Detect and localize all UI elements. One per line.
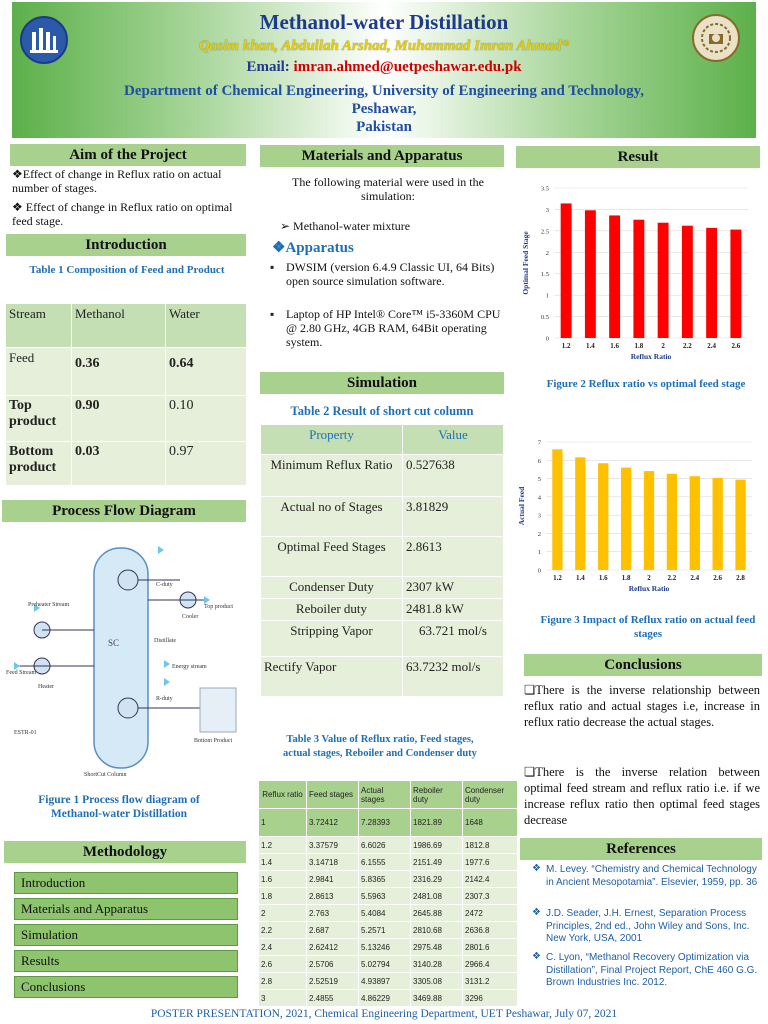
table-cell: 2810.68 xyxy=(411,922,463,939)
aim-item-1: ❖Effect of change in Reflux ratio on actual number of stages. xyxy=(12,167,222,195)
table-cell: 2645.88 xyxy=(411,905,463,922)
table-cell: 2142.4 xyxy=(463,871,518,888)
table-cell: 3.14718 xyxy=(307,854,359,871)
table-cell: 2151.49 xyxy=(411,854,463,871)
table-cell: 2.5706 xyxy=(307,956,359,973)
ref-bullet-icon: ❖ xyxy=(532,951,541,962)
y-axis-label: Optimal Feed Stage xyxy=(521,231,530,295)
pfd-estr-label: ESTR-01 xyxy=(14,730,37,736)
table-cell: 2801.6 xyxy=(463,939,518,956)
table-cell: 5.02794 xyxy=(359,956,411,973)
aim-item-2: ❖ Effect of change in Reflux ratio on optimal feed stage. xyxy=(12,200,233,228)
bar xyxy=(621,468,631,570)
bar xyxy=(585,210,596,338)
t2-condenser: Condenser Duty xyxy=(261,577,403,599)
table-cell: 2472 xyxy=(463,905,518,922)
table-row xyxy=(259,905,518,922)
footer: POSTER PRESENTATION, 2021, Chemical Engineering Department, UET Peshawar, July 07, 2021 xyxy=(150,1008,618,1020)
methodology-item-conclusions[interactable]: Conclusions xyxy=(14,976,238,998)
x-tick-label: 2.2 xyxy=(683,342,692,350)
t2-reboiler-value: 2481.8 kW xyxy=(403,599,504,621)
y-tick-label: 2 xyxy=(545,249,549,257)
t1-bottom-water: 0.97 xyxy=(166,442,247,486)
email-link[interactable]: imran.ahmed@uetpeshawar.edu.pk xyxy=(293,59,522,75)
bar xyxy=(575,457,585,570)
pfd-sc-label: SC xyxy=(108,638,120,648)
pfd-feed-label: Feed Stream xyxy=(6,670,37,676)
bar xyxy=(609,215,620,338)
x-tick-label: 2 xyxy=(647,574,651,582)
materials-item-1: ➢ Methanol-water mixture xyxy=(280,219,411,233)
dept-line-3: Pakistan xyxy=(356,119,412,135)
x-tick-label: 2.4 xyxy=(690,574,700,582)
t1-h-water: Water xyxy=(166,304,247,348)
t2-optimal-feed: Optimal Feed Stages xyxy=(261,537,403,577)
table-cell: 2.687 xyxy=(307,922,359,939)
t2-h-property: Property xyxy=(261,425,403,455)
table-cell: 2.6 xyxy=(259,956,307,973)
pfd-distillate-label: Distillate xyxy=(154,638,176,644)
y-tick-label: 2.5 xyxy=(540,228,549,236)
bar xyxy=(735,480,745,570)
pfd-preheater-label: Preheater Stream xyxy=(28,602,70,608)
table-cell: 2316.29 xyxy=(411,871,463,888)
pfd-heater-label: Heater xyxy=(38,684,54,690)
apparatus-heading: ❖Apparatus xyxy=(272,240,354,256)
y-tick-label: 6 xyxy=(537,457,541,465)
table-cell: 2307.3 xyxy=(463,888,518,905)
bar xyxy=(690,476,700,570)
table-row xyxy=(259,922,518,939)
ref-bullet-icon: ❖ xyxy=(532,863,541,874)
methodology-item-results[interactable]: Results xyxy=(14,950,238,972)
table-cell: 3131.2 xyxy=(463,973,518,990)
y-tick-label: 3 xyxy=(545,206,549,214)
table-cell: 1.4 xyxy=(259,854,307,871)
y-tick-label: 1 xyxy=(537,549,541,557)
table-cell: 1.2 xyxy=(259,837,307,854)
pfd-title: Process Flow Diagram xyxy=(2,500,246,522)
t1-h-methanol: Methanol xyxy=(72,304,166,348)
table3-caption: Table 3 Value of Reflux ratio, Feed stages, actual stages, Reboiler and Condenser duty xyxy=(283,734,477,759)
x-tick-label: 1.6 xyxy=(610,342,619,350)
x-axis-label: Reflux Ratio xyxy=(630,352,672,361)
chart-reflux-vs-optimal-feed xyxy=(516,178,760,368)
t3-h-feed: Feed stages xyxy=(307,781,359,809)
table-row xyxy=(259,939,518,956)
table-cell: 5.13246 xyxy=(359,939,411,956)
t2-reboiler: Reboiler duty xyxy=(261,599,403,621)
aim-title: Aim of the Project xyxy=(10,144,246,166)
table-row xyxy=(259,854,518,871)
t2-h-value: Value xyxy=(403,425,504,455)
x-tick-label: 2.6 xyxy=(731,342,741,350)
fig1-caption: Figure 1 Process flow diagram of Methanol-water Distillation xyxy=(38,794,200,820)
table-cell: 2.8 xyxy=(259,973,307,990)
t1-bottom-methanol: 0.03 xyxy=(72,442,166,486)
apparatus-item-1: DWSIM (version 6.4.9 Classic UI, 64 Bits) open source simulation software. xyxy=(286,260,495,288)
y-tick-label: 1 xyxy=(545,292,549,300)
bar xyxy=(658,223,669,338)
table-cell: 5.4084 xyxy=(359,905,411,922)
table-cell: 1 xyxy=(259,809,307,837)
table-cell: 2975.48 xyxy=(411,939,463,956)
department xyxy=(52,82,716,136)
x-axis-label: Reflux Ratio xyxy=(628,584,670,593)
fig3-caption: Figure 3 Impact of Reflux ratio on actual feed stages xyxy=(540,614,756,640)
apparatus-item-2: Laptop of HP Intel® Core™ i5-3360M CPU @ 2.80 GHz, 4GB RAM, 64Bit operating system. xyxy=(286,307,501,349)
x-tick-label: 2.4 xyxy=(707,342,716,350)
y-tick-label: 3.5 xyxy=(540,185,549,193)
pfd-energy-label: Energy stream xyxy=(172,664,207,670)
table-row xyxy=(259,973,518,990)
table1-composition xyxy=(5,303,247,486)
table-cell: 3469.88 xyxy=(411,990,463,1007)
table-cell: 3305.08 xyxy=(411,973,463,990)
y-tick-label: 3 xyxy=(537,512,541,520)
authors: Qasim khan, Abdullah Arshad, Muhammad Imran Ahmad* xyxy=(198,38,570,54)
reference-3: C. Lyon, “Methanol Recovery Optimization via Distillation”, Final Project Report, ChE 460 G.G. Brown Industries Inc. 2012. xyxy=(546,952,758,988)
y-axis-label: Actual Feed xyxy=(517,486,526,526)
bar xyxy=(552,449,562,570)
t2-condenser-value: 2307 kW xyxy=(403,577,504,599)
reference-1: M. Levey. “Chemistry and Chemical Technology in Ancient Mesopotamia”. Elsevier, 1959, pp. 36 xyxy=(546,864,758,888)
table-cell: 1812.8 xyxy=(463,837,518,854)
bar xyxy=(561,203,572,338)
table-row xyxy=(259,956,518,973)
process-flow-diagram xyxy=(4,528,248,788)
table-cell: 2.4 xyxy=(259,939,307,956)
poster-header xyxy=(12,2,756,138)
x-tick-label: 2.8 xyxy=(736,574,745,582)
table-cell: 2636.8 xyxy=(463,922,518,939)
table-cell: 3296 xyxy=(463,990,518,1007)
t3-h-condenser: Condenser duty xyxy=(463,781,518,809)
t2-rectify-value: 63.7232 mol/s xyxy=(403,657,504,697)
methodology-item-introduction[interactable]: Introduction xyxy=(14,872,238,894)
t2-min-reflux-value: 0.527638 xyxy=(403,455,504,497)
conclusion-1: ❏There is the inverse relationship between reflux ratio and actual stages i.e, increase in reflux ratio decrease the actual stages. xyxy=(524,683,760,729)
reference-2: J.D. Seader, J.H. Ernest, Separation Process Principles, 2nd ed., John Wiley and Sons, Inc. New York, USA, 2001 xyxy=(546,908,750,944)
table-cell: 1648 xyxy=(463,809,518,837)
table-cell: 1986.69 xyxy=(411,837,463,854)
chart-reflux-vs-actual-feed xyxy=(516,434,760,602)
references-title: References xyxy=(520,838,762,860)
table-cell: 6.1555 xyxy=(359,854,411,871)
table-row xyxy=(259,888,518,905)
conclusions-title: Conclusions xyxy=(524,654,762,676)
table1-caption: Table 1 Composition of Feed and Product xyxy=(29,264,225,276)
table-cell: 7.28393 xyxy=(359,809,411,837)
materials-title: Materials and Apparatus xyxy=(260,145,504,167)
table-cell: 1.8 xyxy=(259,888,307,905)
x-tick-label: 1.6 xyxy=(598,574,608,582)
pfd-cduty-label: C-duty xyxy=(156,582,173,588)
table-cell: 2.62412 xyxy=(307,939,359,956)
t3-h-reboiler: Reboiler duty xyxy=(411,781,463,809)
t3-h-reflux: Reflux ratio xyxy=(259,781,307,809)
y-tick-label: 7 xyxy=(537,439,541,447)
intro-title: Introduction xyxy=(6,234,246,256)
pfd-column-label: ShortCut Column xyxy=(84,772,127,778)
bottom-product-box xyxy=(200,688,236,732)
table3-body xyxy=(259,809,518,1007)
poster-title: Methanol-water Distillation xyxy=(259,10,509,34)
x-tick-label: 1.4 xyxy=(586,342,595,350)
pfd-top-label: Top product xyxy=(204,604,234,610)
table-row xyxy=(259,990,518,1007)
bar xyxy=(633,220,644,338)
table2-caption: Table 2 Result of short cut column xyxy=(290,404,474,418)
bullet-icon: ▪ xyxy=(270,307,275,321)
x-tick-label: 1.2 xyxy=(561,342,571,350)
t1-feed: Feed xyxy=(6,348,72,396)
table-cell: 1821.89 xyxy=(411,809,463,837)
table2-shortcut-results xyxy=(260,424,504,697)
t1-top-water: 0.10 xyxy=(166,396,247,442)
table-cell: 2.52519 xyxy=(307,973,359,990)
bullet-icon: ▪ xyxy=(270,260,275,274)
table-cell: 2.4855 xyxy=(307,990,359,1007)
bar xyxy=(730,230,741,338)
pfd-cooler-label: Cooler xyxy=(182,614,199,620)
methodology-item-simulation[interactable]: Simulation xyxy=(14,924,238,946)
table-cell: 1.6 xyxy=(259,871,307,888)
result-title: Result xyxy=(516,146,760,168)
y-tick-label: 2 xyxy=(537,530,541,538)
t2-optimal-feed-value: 2.8613 xyxy=(403,537,504,577)
methodology-item-materials[interactable]: Materials and Apparatus xyxy=(14,898,238,920)
x-tick-label: 1.4 xyxy=(575,574,585,582)
t1-feed-water: 0.64 xyxy=(166,348,247,396)
table3-reflux-values xyxy=(258,780,518,1007)
bar xyxy=(706,228,717,338)
condenser-icon xyxy=(118,570,138,590)
simulation-title: Simulation xyxy=(260,372,504,394)
table-cell: 5.5963 xyxy=(359,888,411,905)
y-tick-label: 5 xyxy=(537,476,541,484)
table-cell: 2.9841 xyxy=(307,871,359,888)
bar xyxy=(667,474,677,570)
t2-actual-stages: Actual no of Stages xyxy=(261,497,403,537)
bar xyxy=(598,463,608,570)
x-tick-label: 1.8 xyxy=(634,342,644,350)
table-cell: 5.2571 xyxy=(359,922,411,939)
t2-stripping-value: 63.721 mol/s xyxy=(403,621,504,657)
table-cell: 3 xyxy=(259,990,307,1007)
table-cell: 3.37579 xyxy=(307,837,359,854)
table-cell: 4.93897 xyxy=(359,973,411,990)
y-tick-label: 0.5 xyxy=(540,314,549,322)
t3-h-actual: Actual stages xyxy=(359,781,411,809)
ref-bullet-icon: ❖ xyxy=(532,907,541,918)
table-cell: 6.6026 xyxy=(359,837,411,854)
t2-stripping: Stripping Vapor xyxy=(261,621,403,657)
x-tick-label: 2 xyxy=(661,342,665,350)
y-tick-label: 1.5 xyxy=(540,271,549,279)
x-tick-label: 1.2 xyxy=(553,574,562,582)
bar xyxy=(644,471,654,570)
fig2-caption: Figure 2 Reflux ratio vs optimal feed stage xyxy=(546,378,746,390)
table-cell: 2.2 xyxy=(259,922,307,939)
t1-h-stream: Stream xyxy=(6,304,72,348)
y-tick-label: 0 xyxy=(545,335,549,343)
table-row xyxy=(259,809,518,837)
table-cell: 2966.4 xyxy=(463,956,518,973)
pfd-rduty-label: R-duty xyxy=(156,696,173,702)
table-cell: 4.86229 xyxy=(359,990,411,1007)
dept-line-1: Department of Chemical Engineering, University of Engineering and Technology, xyxy=(123,83,644,99)
reboiler-icon xyxy=(118,698,138,718)
table-row xyxy=(259,837,518,854)
pfd-bottom-label: Bottom Product xyxy=(194,738,233,744)
conclusion-2: ❏There is the inverse relation between optimal feed stream and reflux ratio i.e. if we increase reflux ratio then optimal feed stages decrease xyxy=(524,765,760,827)
email-line xyxy=(12,59,756,76)
table-cell: 2 xyxy=(259,905,307,922)
x-tick-label: 2.6 xyxy=(713,574,723,582)
t2-min-reflux: Minimum Reflux Ratio xyxy=(261,455,403,497)
t1-top: Top product xyxy=(6,396,72,442)
t1-feed-methanol: 0.36 xyxy=(72,348,166,396)
t1-top-methanol: 0.90 xyxy=(72,396,166,442)
t2-rectify: Rectify Vapor xyxy=(261,657,403,697)
x-tick-label: 2.2 xyxy=(667,574,677,582)
table-cell: 1977.6 xyxy=(463,854,518,871)
table-cell: 2.8613 xyxy=(307,888,359,905)
y-tick-label: 4 xyxy=(537,494,541,502)
table-cell: 2.763 xyxy=(307,905,359,922)
y-tick-label: 0 xyxy=(537,567,541,575)
t1-bottom: Bottom product xyxy=(6,442,72,486)
bar xyxy=(682,226,693,338)
table-cell: 3140.28 xyxy=(411,956,463,973)
dept-line-2: Peshawar, xyxy=(351,101,417,117)
table-row xyxy=(259,871,518,888)
table-cell: 5.8365 xyxy=(359,871,411,888)
email-label: Email: xyxy=(246,59,294,75)
bar xyxy=(713,478,723,570)
materials-intro: The following material were used in the simulation: xyxy=(292,175,484,203)
methodology-title: Methodology xyxy=(4,841,246,863)
t2-actual-stages-value: 3.81829 xyxy=(403,497,504,537)
table-cell: 3.72412 xyxy=(307,809,359,837)
x-tick-label: 1.8 xyxy=(621,574,631,582)
table-cell: 2481.08 xyxy=(411,888,463,905)
